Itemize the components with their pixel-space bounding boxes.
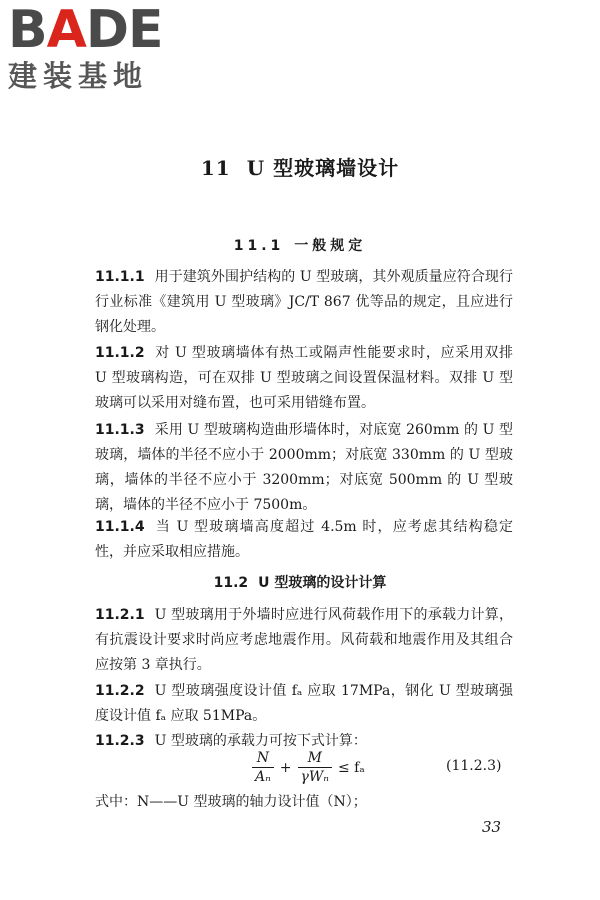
clause-paragraph: 11.1.2 对 U 型玻璃墙体有热工或隔声性能要求时，应采用双排 U 型玻璃构造，可在双排 U 型玻璃之间设置保温材料。双排 U 型玻璃可以采用对缝布置，也可采用错缝布置。 — [95, 345, 513, 411]
clause-number: 11.2.1 — [95, 607, 145, 623]
clause-paragraph: 11.2.2 U 型玻璃强度设计值 fₐ 应取 17MPa，钢化 U 型玻璃强度设计值 fₐ 应取 51MPa。 — [95, 683, 513, 724]
section-title: 11.1 一般规定 — [233, 238, 367, 254]
chapter-title: 11 U 型玻璃墙设计 — [200, 156, 400, 180]
equation-number: (11.2.3) — [446, 758, 502, 774]
symbol-definition: 式中：N——U 型玻璃的轴力设计值（N）； — [95, 794, 367, 810]
clause-number: 11.1.4 — [95, 519, 145, 535]
formula-relation: ≤ fₐ — [337, 760, 365, 776]
clause-number: 11.2.2 — [95, 683, 145, 699]
logo-wordmark: BADE — [8, 0, 163, 60]
clause-paragraph: 11.1.4 当 U 型玻璃墙高度超过 4.5m 时，应考虑其结构稳定性，并应采取相应措施。 — [95, 519, 513, 560]
bade-logo — [8, 0, 183, 94]
fraction-axial: $\frac{N}{\text{Aₙ}}$ — [252, 750, 274, 786]
clause-number: 11.1.2 — [95, 345, 145, 361]
fraction-moment: $\frac{M}{\text{γWₙ}}$ — [298, 750, 332, 786]
formula: $\frac{N}{\text{Aₙ}}$ + $\frac{M}{\text{γWₙ}}$ ≤ fₐ — [250, 748, 369, 788]
section-title: 11.2 U 型玻璃的设计计算 — [213, 575, 387, 591]
clause-number: 11.1.3 — [95, 422, 145, 438]
clause-paragraph: 11.1.1 用于建筑外围护结构的 U 型玻璃，其外观质量应符合现行行业标准《建筑用 U 型玻璃》JC/T 867 优等品的规定，且应进行钢化处理。 — [95, 269, 513, 335]
clause-paragraph: 11.1.3 采用 U 型玻璃构造曲形墙体时，对底宽 260mm 的 U 型玻璃，墙体的半径不应小于 2000mm；对底宽 330mm 的 U 型玻璃，墙体的半径不应小于 3200mm；对底宽 500mm 的 U 型玻璃，墙体的半径不应小于 7500m。 — [95, 422, 513, 513]
clause-paragraph: 11.2.1 U 型玻璃用于外墙时应进行风荷载作用下的承载力计算，有抗震设计要求时尚应考虑地震作用。风荷载和地震作用及其组合应按第 3 章执行。 — [95, 607, 513, 673]
clause-paragraph: 11.2.3 U 型玻璃的承载力可按下式计算： — [95, 733, 367, 749]
clause-number: 11.2.3 — [95, 733, 145, 749]
page-number: 33 — [482, 818, 502, 836]
clause-number: 11.1.1 — [95, 269, 145, 285]
logo-subtitle: 建装基地 — [8, 59, 149, 93]
